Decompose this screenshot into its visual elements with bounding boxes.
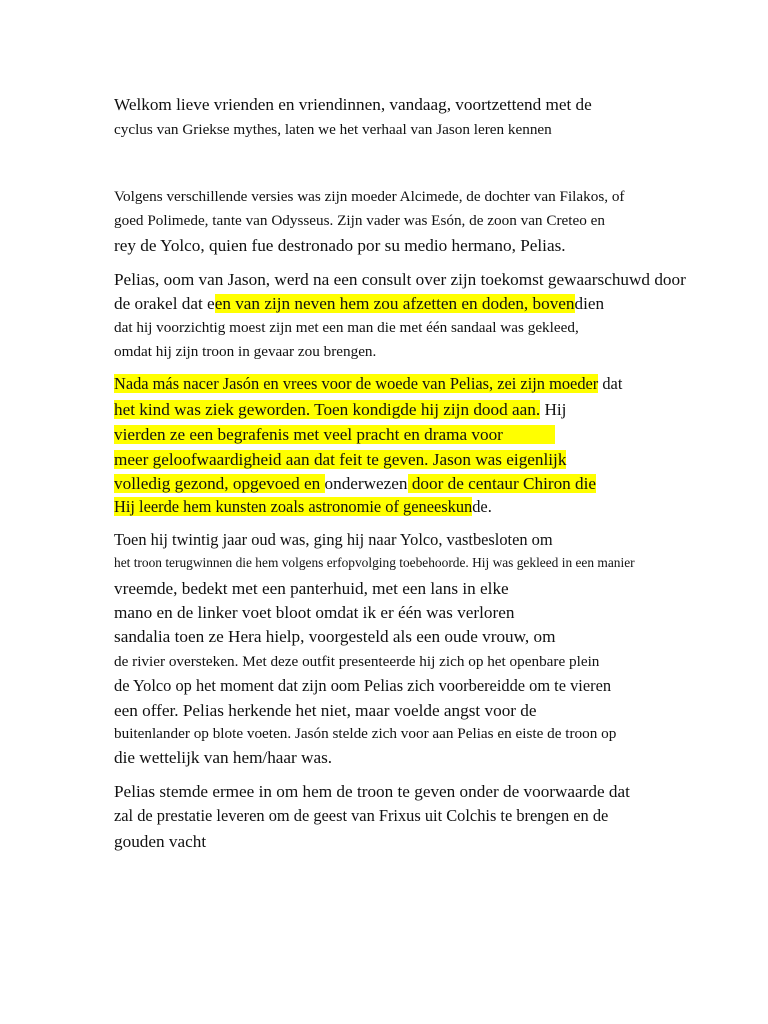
- journey-line-8: een offer. Pelias herkende het niet, maar voelde angst voor de: [114, 701, 537, 720]
- oracle-line-3: dat hij voorzichtig moest zijn met een man die met één sandaal was gekleed,: [114, 319, 579, 336]
- oracle-line-2-end: dien: [574, 294, 605, 313]
- birth-line-3: [114, 426, 555, 443]
- birth-line-5-highlight-a: volledig gezond, opgevoed en: [114, 474, 325, 493]
- birth-line-6-highlight: Hij leerde hem kunsten zoals astronomie of geneeskun: [114, 497, 473, 516]
- oracle-line-1: Pelias, oom van Jason, werd na een consult over zijn toekomst gewaarschuwd door: [114, 270, 686, 289]
- quest-line-3: gouden vacht: [114, 832, 207, 851]
- quest-line-2: zal de prestatie leveren om de geest van Frixus uit Colchis te brengen en de: [114, 806, 609, 825]
- birth-line-1-highlight: Nada más nacer Jasón en vrees voor de woede van Pelias, zei zijn moeder: [114, 374, 599, 393]
- journey-line-9: buitenlander op blote voeten. Jasón stelde zich voor aan Pelias en eiste de troon op: [114, 725, 617, 742]
- origin-line-2: goed Polimede, tante van Odysseus. Zijn vader was Esón, de zoon van Creteo en: [114, 212, 605, 229]
- birth-line-2-highlight: het kind was ziek geworden. Toen kondigde hij zijn dood aan.: [114, 400, 541, 419]
- intro-line-1: Welkom lieve vrienden en vriendinnen, vandaag, voortzettend met de: [114, 95, 592, 114]
- oracle-line-2: [114, 295, 604, 312]
- birth-line-6-end: de.: [472, 497, 492, 516]
- journey-line-4: mano en de linker voet bloot omdat ik er één was verloren: [114, 603, 515, 622]
- birth-line-4-highlight: meer geloofwaardigheid aan dat feit te geven. Jason was eigenlijk: [114, 450, 567, 469]
- intro-line-2: cyclus van Griekse mythes, laten we het verhaal van Jason leren kennen: [114, 121, 552, 138]
- journey-line-5: sandalia toen ze Hera hielp, voorgesteld als een oude vrouw, om: [114, 627, 556, 646]
- birth-line-2: [114, 401, 566, 418]
- birth-line-6: [114, 499, 492, 515]
- origin-line-1: Volgens verschillende versies was zijn moeder Alcimede, de dochter van Filakos, of: [114, 188, 625, 205]
- journey-line-6: de rivier oversteken. Met deze outfit presenteerde hij zich op het openbare plein: [114, 653, 600, 670]
- birth-line-5-highlight-b: door de centaur Chiron die: [407, 474, 597, 493]
- journey-line-3: vreemde, bedekt met een panterhuid, met een lans in elke: [114, 579, 509, 598]
- journey-line-7: de Yolco op het moment dat zijn oom Pelias zich voorbereidde om te vieren: [114, 676, 612, 695]
- birth-line-5: [114, 475, 596, 492]
- oracle-line-2-highlight: en van zijn neven hem zou afzetten en doden, boven: [214, 294, 575, 313]
- origin-line-3: rey de Yolco, quien fue destronado por su medio hermano, Pelias.: [114, 236, 566, 255]
- birth-line-3-highlight: vierden ze een begrafenis met veel pracht en drama voor: [114, 425, 555, 444]
- oracle-line-2-start: de orakel dat e: [114, 294, 215, 313]
- journey-line-10: die wettelijk van hem/haar was.: [114, 748, 333, 767]
- birth-line-1-end: dat: [598, 374, 623, 393]
- oracle-line-4: omdat hij zijn troon in gevaar zou brengen.: [114, 343, 377, 360]
- journey-line-2: het troon terugwinnen die hem volgens erfopvolging toebehoorde. Hij was gekleed in een manier: [114, 555, 635, 570]
- quest-line-1: Pelias stemde ermee in om hem de troon te geven onder de voorwaarde dat: [114, 782, 630, 801]
- birth-line-1: [114, 376, 622, 392]
- journey-line-1: Toen hij twintig jaar oud was, ging hij naar Yolco, vastbesloten om: [114, 530, 553, 549]
- birth-line-4: [114, 451, 566, 468]
- birth-line-5-plain: onderwezen: [324, 474, 408, 493]
- birth-line-2-end: Hij: [540, 400, 567, 419]
